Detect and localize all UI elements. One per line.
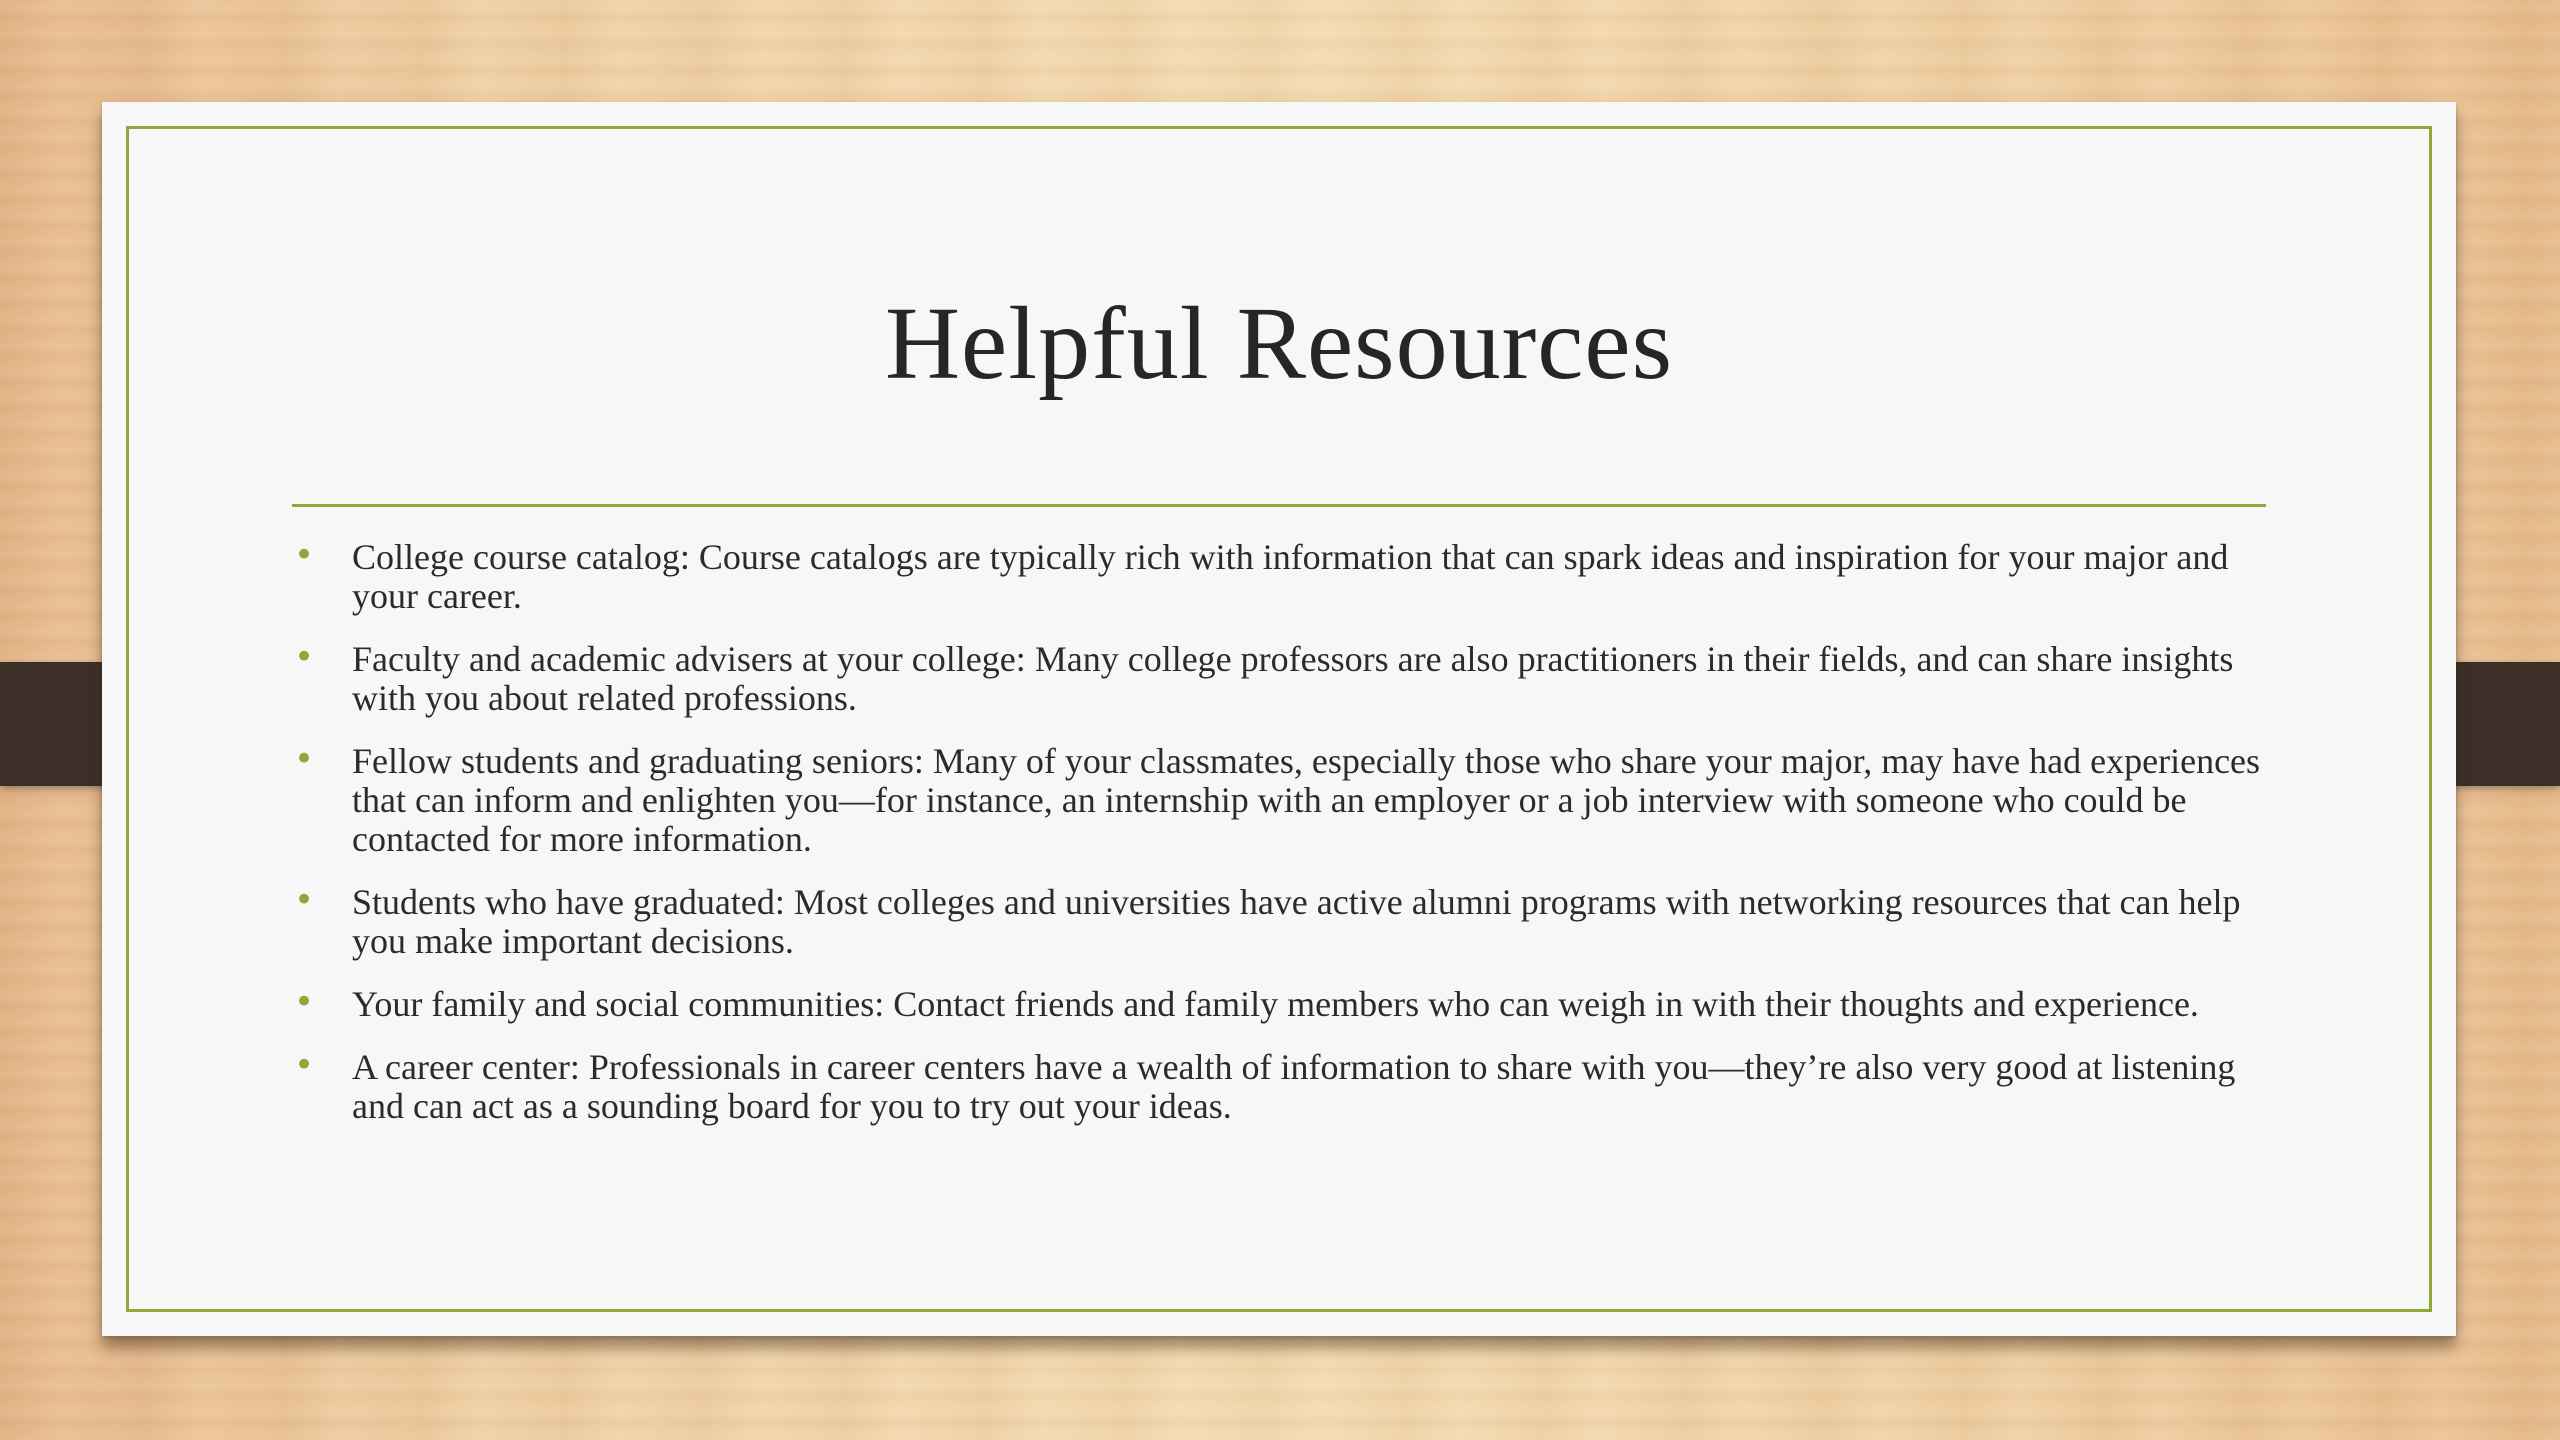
bullet-text: Students who have graduated: Most colleges and universities have active alumni programs with networking resources that can help you make important decisions. bbox=[352, 882, 2241, 961]
bullet-text: Your family and social communities: Contact friends and family members who can weigh in with their thoughts and experience. bbox=[352, 984, 2199, 1024]
bullet-item bbox=[292, 982, 2272, 1024]
bullet-item bbox=[292, 1045, 2272, 1126]
slide-card bbox=[102, 102, 2456, 1336]
bullet-dot-icon: • bbox=[294, 982, 315, 1022]
slide-title: Helpful Resources bbox=[884, 286, 1674, 401]
bullet-text: College course catalog: Course catalogs are typically rich with information that can spark ideas and inspiration for your major and your career. bbox=[352, 537, 2229, 616]
bullet-text: Fellow students and graduating seniors: Many of your classmates, especially those who share your major, may have had experiences that can inform and enlighten you—for instance, an internship with an employer or a job interview with someone who could be contacted for more information. bbox=[352, 741, 2261, 859]
title-divider bbox=[292, 504, 2266, 507]
bullet-list bbox=[292, 535, 2272, 1150]
bullet-dot-icon: • bbox=[294, 1045, 315, 1085]
bullet-dot-icon: • bbox=[294, 880, 315, 920]
bullet-item bbox=[292, 637, 2272, 718]
bullet-item bbox=[292, 739, 2272, 859]
bullet-text: Faculty and academic advisers at your college: Many college professors are also practitioners in their fields, and can share insights with you about related professions. bbox=[352, 639, 2234, 718]
bullet-item bbox=[292, 880, 2272, 961]
bullet-dot-icon: • bbox=[294, 637, 315, 677]
bullet-text: A career center: Professionals in career centers have a wealth of information to share with you—they’re also very good at listening and can act as a sounding board for you to try out your ideas. bbox=[352, 1047, 2236, 1126]
bullet-item bbox=[292, 535, 2272, 616]
bullet-dot-icon: • bbox=[294, 535, 315, 575]
bullet-dot-icon: • bbox=[294, 739, 315, 779]
